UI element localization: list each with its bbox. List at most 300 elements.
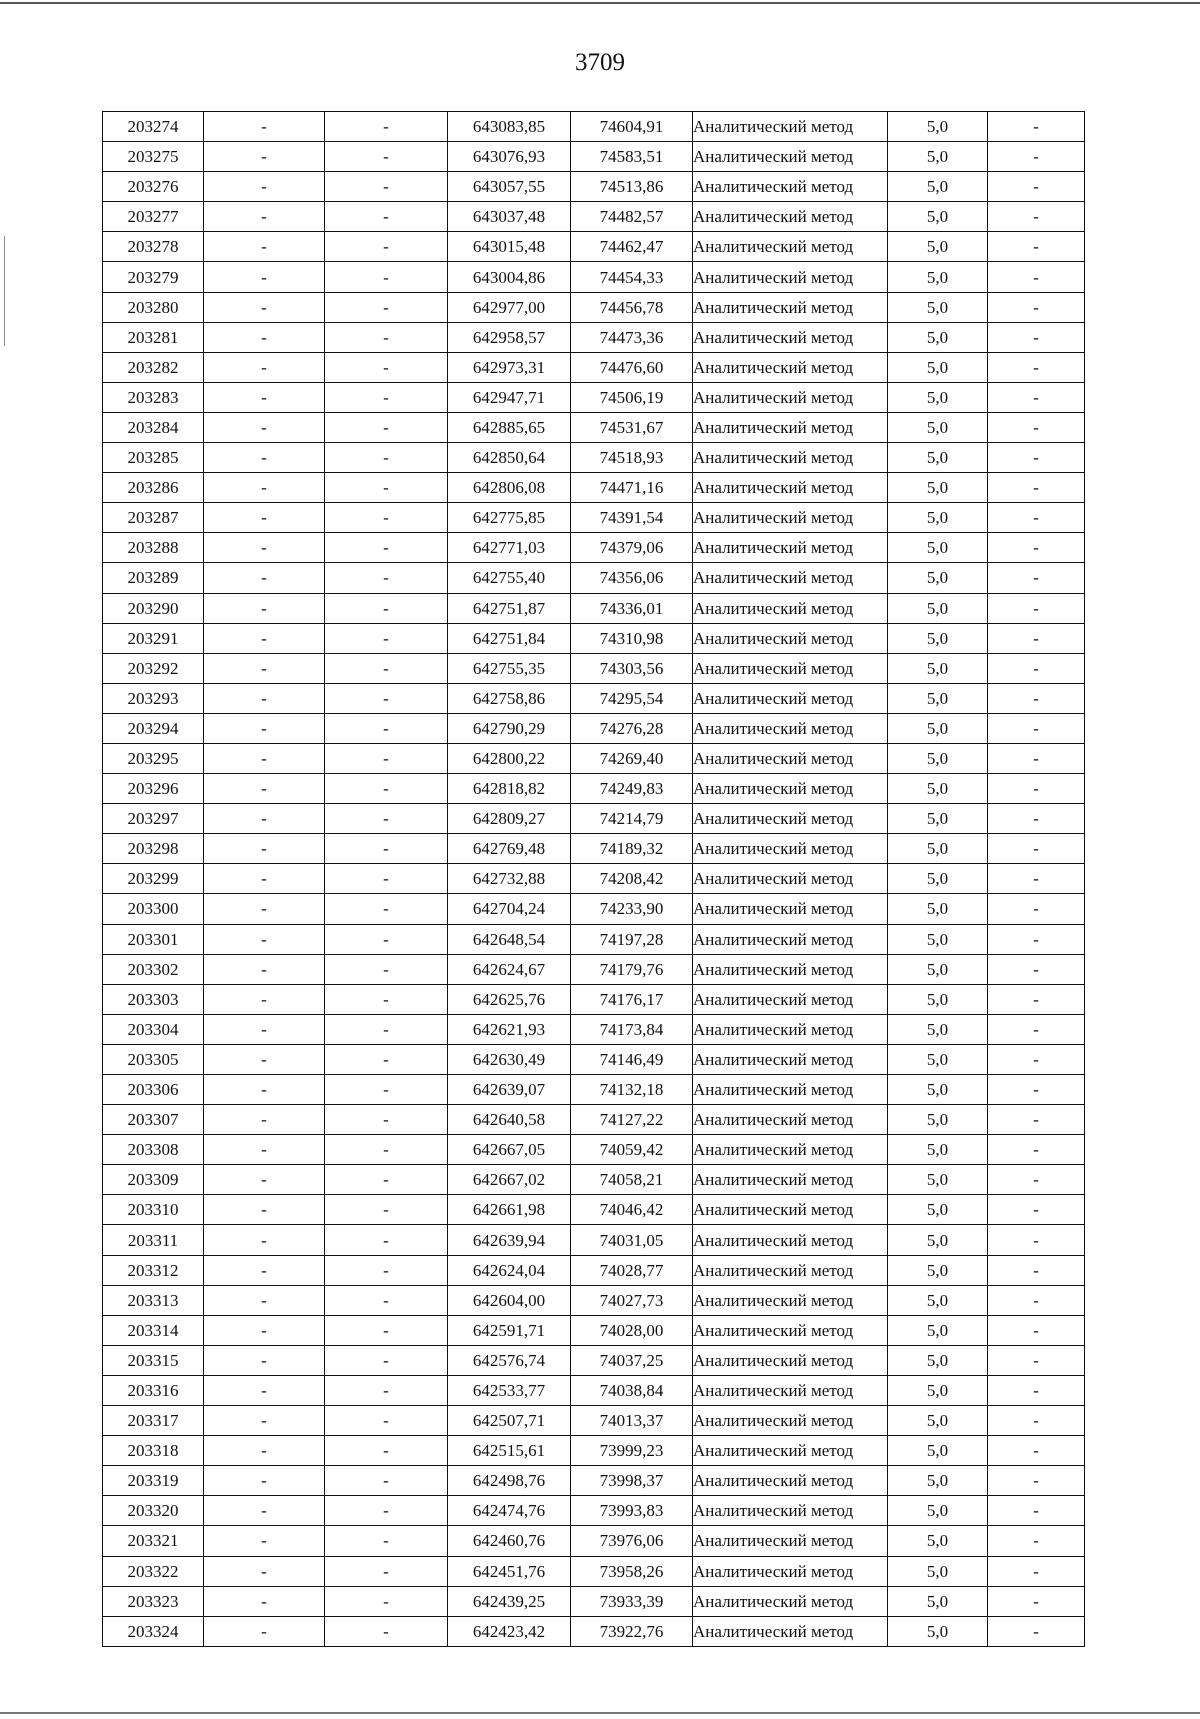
accuracy-cell: 5,0 bbox=[888, 743, 988, 773]
empty-dash-cell: - bbox=[204, 864, 325, 894]
y-coordinate-cell: 74391,54 bbox=[571, 503, 693, 533]
y-coordinate-cell: 74513,86 bbox=[571, 172, 693, 202]
table-row bbox=[103, 1586, 1085, 1616]
description-cell: - bbox=[988, 864, 1085, 894]
accuracy-cell: 5,0 bbox=[888, 623, 988, 653]
method-cell: Аналитический метод bbox=[693, 443, 888, 473]
y-coordinate-cell: 74356,06 bbox=[571, 563, 693, 593]
accuracy-cell: 5,0 bbox=[888, 864, 988, 894]
empty-dash-cell: - bbox=[325, 1586, 448, 1616]
empty-dash-cell: - bbox=[325, 1014, 448, 1044]
x-coordinate-cell: 642625,76 bbox=[448, 984, 571, 1014]
method-cell: Аналитический метод bbox=[693, 292, 888, 322]
y-coordinate-cell: 74132,18 bbox=[571, 1075, 693, 1105]
table-row bbox=[103, 473, 1085, 503]
method-cell: Аналитический метод bbox=[693, 1075, 888, 1105]
empty-dash-cell: - bbox=[325, 292, 448, 322]
accuracy-cell: 5,0 bbox=[888, 262, 988, 292]
table-row bbox=[103, 412, 1085, 442]
accuracy-cell: 5,0 bbox=[888, 1616, 988, 1646]
empty-dash-cell: - bbox=[204, 894, 325, 924]
x-coordinate-cell: 642640,58 bbox=[448, 1105, 571, 1135]
description-cell: - bbox=[988, 142, 1085, 172]
x-coordinate-cell: 643004,86 bbox=[448, 262, 571, 292]
table-row bbox=[103, 1044, 1085, 1074]
y-coordinate-cell: 74013,37 bbox=[571, 1406, 693, 1436]
empty-dash-cell: - bbox=[325, 1375, 448, 1405]
empty-dash-cell: - bbox=[204, 1075, 325, 1105]
empty-dash-cell: - bbox=[325, 112, 448, 142]
table-row bbox=[103, 954, 1085, 984]
accuracy-cell: 5,0 bbox=[888, 382, 988, 412]
accuracy-cell: 5,0 bbox=[888, 804, 988, 834]
empty-dash-cell: - bbox=[204, 533, 325, 563]
empty-dash-cell: - bbox=[325, 774, 448, 804]
accuracy-cell: 5,0 bbox=[888, 412, 988, 442]
y-coordinate-cell: 73933,39 bbox=[571, 1586, 693, 1616]
empty-dash-cell: - bbox=[325, 322, 448, 352]
empty-dash-cell: - bbox=[204, 774, 325, 804]
y-coordinate-cell: 74197,28 bbox=[571, 924, 693, 954]
table-row bbox=[103, 593, 1085, 623]
accuracy-cell: 5,0 bbox=[888, 1165, 988, 1195]
y-coordinate-cell: 74176,17 bbox=[571, 984, 693, 1014]
x-coordinate-cell: 642460,76 bbox=[448, 1526, 571, 1556]
description-cell: - bbox=[988, 1014, 1085, 1044]
point-number-cell: 203276 bbox=[103, 172, 204, 202]
table-row bbox=[103, 292, 1085, 322]
table-row bbox=[103, 1556, 1085, 1586]
point-number-cell: 203323 bbox=[103, 1586, 204, 1616]
point-number-cell: 203317 bbox=[103, 1406, 204, 1436]
point-number-cell: 203300 bbox=[103, 894, 204, 924]
empty-dash-cell: - bbox=[325, 1285, 448, 1315]
accuracy-cell: 5,0 bbox=[888, 533, 988, 563]
description-cell: - bbox=[988, 473, 1085, 503]
accuracy-cell: 5,0 bbox=[888, 1075, 988, 1105]
empty-dash-cell: - bbox=[325, 894, 448, 924]
y-coordinate-cell: 74059,42 bbox=[571, 1135, 693, 1165]
method-cell: Аналитический метод bbox=[693, 1466, 888, 1496]
description-cell: - bbox=[988, 954, 1085, 984]
empty-dash-cell: - bbox=[204, 292, 325, 322]
empty-dash-cell: - bbox=[325, 1466, 448, 1496]
table-row bbox=[103, 894, 1085, 924]
method-cell: Аналитический метод bbox=[693, 1616, 888, 1646]
empty-dash-cell: - bbox=[204, 1195, 325, 1225]
accuracy-cell: 5,0 bbox=[888, 1044, 988, 1074]
empty-dash-cell: - bbox=[204, 1255, 325, 1285]
method-cell: Аналитический метод bbox=[693, 322, 888, 352]
accuracy-cell: 5,0 bbox=[888, 142, 988, 172]
point-number-cell: 203306 bbox=[103, 1075, 204, 1105]
description-cell: - bbox=[988, 1436, 1085, 1466]
empty-dash-cell: - bbox=[325, 1225, 448, 1255]
empty-dash-cell: - bbox=[325, 1195, 448, 1225]
empty-dash-cell: - bbox=[325, 473, 448, 503]
point-number-cell: 203321 bbox=[103, 1526, 204, 1556]
table-row bbox=[103, 503, 1085, 533]
empty-dash-cell: - bbox=[204, 1496, 325, 1526]
table-row bbox=[103, 713, 1085, 743]
y-coordinate-cell: 73998,37 bbox=[571, 1466, 693, 1496]
scan-bottom-edge-line bbox=[0, 1712, 1200, 1714]
y-coordinate-cell: 74269,40 bbox=[571, 743, 693, 773]
description-cell: - bbox=[988, 984, 1085, 1014]
accuracy-cell: 5,0 bbox=[888, 1375, 988, 1405]
empty-dash-cell: - bbox=[204, 743, 325, 773]
y-coordinate-cell: 74058,21 bbox=[571, 1165, 693, 1195]
description-cell: - bbox=[988, 232, 1085, 262]
y-coordinate-cell: 74028,77 bbox=[571, 1255, 693, 1285]
method-cell: Аналитический метод bbox=[693, 864, 888, 894]
x-coordinate-cell: 642809,27 bbox=[448, 804, 571, 834]
x-coordinate-cell: 642439,25 bbox=[448, 1586, 571, 1616]
description-cell: - bbox=[988, 713, 1085, 743]
method-cell: Аналитический метод bbox=[693, 834, 888, 864]
description-cell: - bbox=[988, 743, 1085, 773]
empty-dash-cell: - bbox=[204, 1436, 325, 1466]
method-cell: Аналитический метод bbox=[693, 984, 888, 1014]
y-coordinate-cell: 74179,76 bbox=[571, 954, 693, 984]
y-coordinate-cell: 74482,57 bbox=[571, 202, 693, 232]
point-number-cell: 203290 bbox=[103, 593, 204, 623]
y-coordinate-cell: 74303,56 bbox=[571, 653, 693, 683]
point-number-cell: 203324 bbox=[103, 1616, 204, 1646]
method-cell: Аналитический метод bbox=[693, 623, 888, 653]
point-number-cell: 203285 bbox=[103, 443, 204, 473]
x-coordinate-cell: 642648,54 bbox=[448, 924, 571, 954]
y-coordinate-cell: 74028,00 bbox=[571, 1315, 693, 1345]
table-row bbox=[103, 804, 1085, 834]
description-cell: - bbox=[988, 172, 1085, 202]
description-cell: - bbox=[988, 1105, 1085, 1135]
table-row bbox=[103, 1616, 1085, 1646]
accuracy-cell: 5,0 bbox=[888, 1406, 988, 1436]
method-cell: Аналитический метод bbox=[693, 473, 888, 503]
empty-dash-cell: - bbox=[204, 1345, 325, 1375]
table-row bbox=[103, 1315, 1085, 1345]
accuracy-cell: 5,0 bbox=[888, 503, 988, 533]
description-cell: - bbox=[988, 653, 1085, 683]
accuracy-cell: 5,0 bbox=[888, 653, 988, 683]
method-cell: Аналитический метод bbox=[693, 382, 888, 412]
empty-dash-cell: - bbox=[204, 1285, 325, 1315]
method-cell: Аналитический метод bbox=[693, 262, 888, 292]
accuracy-cell: 5,0 bbox=[888, 563, 988, 593]
coordinates-table-container bbox=[102, 111, 1085, 1647]
point-number-cell: 203311 bbox=[103, 1225, 204, 1255]
description-cell: - bbox=[988, 593, 1085, 623]
method-cell: Аналитический метод bbox=[693, 1014, 888, 1044]
empty-dash-cell: - bbox=[204, 834, 325, 864]
method-cell: Аналитический метод bbox=[693, 563, 888, 593]
table-row bbox=[103, 1436, 1085, 1466]
empty-dash-cell: - bbox=[325, 352, 448, 382]
y-coordinate-cell: 73976,06 bbox=[571, 1526, 693, 1556]
accuracy-cell: 5,0 bbox=[888, 713, 988, 743]
table-row bbox=[103, 352, 1085, 382]
description-cell: - bbox=[988, 503, 1085, 533]
y-coordinate-cell: 74233,90 bbox=[571, 894, 693, 924]
empty-dash-cell: - bbox=[204, 232, 325, 262]
method-cell: Аналитический метод bbox=[693, 232, 888, 262]
accuracy-cell: 5,0 bbox=[888, 1285, 988, 1315]
table-row bbox=[103, 142, 1085, 172]
x-coordinate-cell: 642775,85 bbox=[448, 503, 571, 533]
method-cell: Аналитический метод bbox=[693, 1225, 888, 1255]
table-row bbox=[103, 1075, 1085, 1105]
point-number-cell: 203298 bbox=[103, 834, 204, 864]
point-number-cell: 203294 bbox=[103, 713, 204, 743]
point-number-cell: 203277 bbox=[103, 202, 204, 232]
point-number-cell: 203316 bbox=[103, 1375, 204, 1405]
method-cell: Аналитический метод bbox=[693, 352, 888, 382]
y-coordinate-cell: 74518,93 bbox=[571, 443, 693, 473]
x-coordinate-cell: 642624,04 bbox=[448, 1255, 571, 1285]
method-cell: Аналитический метод bbox=[693, 1375, 888, 1405]
page-number: 3709 bbox=[575, 49, 625, 76]
x-coordinate-cell: 642667,02 bbox=[448, 1165, 571, 1195]
accuracy-cell: 5,0 bbox=[888, 1586, 988, 1616]
x-coordinate-cell: 642474,76 bbox=[448, 1496, 571, 1526]
x-coordinate-cell: 642624,67 bbox=[448, 954, 571, 984]
method-cell: Аналитический метод bbox=[693, 1526, 888, 1556]
empty-dash-cell: - bbox=[325, 713, 448, 743]
y-coordinate-cell: 74454,33 bbox=[571, 262, 693, 292]
table-row bbox=[103, 984, 1085, 1014]
description-cell: - bbox=[988, 412, 1085, 442]
accuracy-cell: 5,0 bbox=[888, 1014, 988, 1044]
point-number-cell: 203315 bbox=[103, 1345, 204, 1375]
method-cell: Аналитический метод bbox=[693, 533, 888, 563]
empty-dash-cell: - bbox=[325, 1165, 448, 1195]
empty-dash-cell: - bbox=[325, 1255, 448, 1285]
x-coordinate-cell: 642515,61 bbox=[448, 1436, 571, 1466]
coordinates-table-body bbox=[103, 112, 1085, 1647]
accuracy-cell: 5,0 bbox=[888, 232, 988, 262]
table-row bbox=[103, 1165, 1085, 1195]
table-row bbox=[103, 1345, 1085, 1375]
accuracy-cell: 5,0 bbox=[888, 683, 988, 713]
empty-dash-cell: - bbox=[325, 593, 448, 623]
empty-dash-cell: - bbox=[204, 142, 325, 172]
empty-dash-cell: - bbox=[204, 262, 325, 292]
x-coordinate-cell: 643015,48 bbox=[448, 232, 571, 262]
empty-dash-cell: - bbox=[325, 443, 448, 473]
empty-dash-cell: - bbox=[325, 412, 448, 442]
empty-dash-cell: - bbox=[204, 1616, 325, 1646]
point-number-cell: 203274 bbox=[103, 112, 204, 142]
y-coordinate-cell: 73922,76 bbox=[571, 1616, 693, 1646]
method-cell: Аналитический метод bbox=[693, 713, 888, 743]
description-cell: - bbox=[988, 1406, 1085, 1436]
accuracy-cell: 5,0 bbox=[888, 954, 988, 984]
empty-dash-cell: - bbox=[204, 1586, 325, 1616]
table-row bbox=[103, 232, 1085, 262]
empty-dash-cell: - bbox=[325, 382, 448, 412]
accuracy-cell: 5,0 bbox=[888, 352, 988, 382]
point-number-cell: 203305 bbox=[103, 1044, 204, 1074]
x-coordinate-cell: 642423,42 bbox=[448, 1616, 571, 1646]
x-coordinate-cell: 642958,57 bbox=[448, 322, 571, 352]
method-cell: Аналитический метод bbox=[693, 1406, 888, 1436]
description-cell: - bbox=[988, 1135, 1085, 1165]
point-number-cell: 203287 bbox=[103, 503, 204, 533]
empty-dash-cell: - bbox=[325, 1556, 448, 1586]
empty-dash-cell: - bbox=[204, 1315, 325, 1345]
method-cell: Аналитический метод bbox=[693, 1556, 888, 1586]
table-row bbox=[103, 382, 1085, 412]
method-cell: Аналитический метод bbox=[693, 924, 888, 954]
accuracy-cell: 5,0 bbox=[888, 984, 988, 1014]
empty-dash-cell: - bbox=[204, 954, 325, 984]
y-coordinate-cell: 74295,54 bbox=[571, 683, 693, 713]
empty-dash-cell: - bbox=[204, 623, 325, 653]
description-cell: - bbox=[988, 1586, 1085, 1616]
method-cell: Аналитический метод bbox=[693, 172, 888, 202]
empty-dash-cell: - bbox=[325, 623, 448, 653]
empty-dash-cell: - bbox=[204, 382, 325, 412]
empty-dash-cell: - bbox=[204, 1406, 325, 1436]
description-cell: - bbox=[988, 1225, 1085, 1255]
table-row bbox=[103, 924, 1085, 954]
y-coordinate-cell: 74604,91 bbox=[571, 112, 693, 142]
y-coordinate-cell: 73993,83 bbox=[571, 1496, 693, 1526]
x-coordinate-cell: 642621,93 bbox=[448, 1014, 571, 1044]
y-coordinate-cell: 74471,16 bbox=[571, 473, 693, 503]
accuracy-cell: 5,0 bbox=[888, 774, 988, 804]
y-coordinate-cell: 74146,49 bbox=[571, 1044, 693, 1074]
y-coordinate-cell: 74276,28 bbox=[571, 713, 693, 743]
y-coordinate-cell: 74583,51 bbox=[571, 142, 693, 172]
point-number-cell: 203303 bbox=[103, 984, 204, 1014]
y-coordinate-cell: 74027,73 bbox=[571, 1285, 693, 1315]
description-cell: - bbox=[988, 1285, 1085, 1315]
empty-dash-cell: - bbox=[204, 1165, 325, 1195]
method-cell: Аналитический метод bbox=[693, 1285, 888, 1315]
point-number-cell: 203295 bbox=[103, 743, 204, 773]
empty-dash-cell: - bbox=[325, 533, 448, 563]
table-row bbox=[103, 1375, 1085, 1405]
table-row bbox=[103, 1466, 1085, 1496]
coordinates-table bbox=[102, 111, 1085, 1647]
point-number-cell: 203299 bbox=[103, 864, 204, 894]
empty-dash-cell: - bbox=[204, 322, 325, 352]
point-number-cell: 203291 bbox=[103, 623, 204, 653]
description-cell: - bbox=[988, 1075, 1085, 1105]
accuracy-cell: 5,0 bbox=[888, 1526, 988, 1556]
x-coordinate-cell: 642751,87 bbox=[448, 593, 571, 623]
y-coordinate-cell: 74531,67 bbox=[571, 412, 693, 442]
table-row bbox=[103, 1225, 1085, 1255]
y-coordinate-cell: 74462,47 bbox=[571, 232, 693, 262]
point-number-cell: 203314 bbox=[103, 1315, 204, 1345]
accuracy-cell: 5,0 bbox=[888, 924, 988, 954]
empty-dash-cell: - bbox=[204, 1105, 325, 1135]
accuracy-cell: 5,0 bbox=[888, 473, 988, 503]
point-number-cell: 203310 bbox=[103, 1195, 204, 1225]
empty-dash-cell: - bbox=[325, 503, 448, 533]
empty-dash-cell: - bbox=[204, 112, 325, 142]
table-row bbox=[103, 322, 1085, 352]
description-cell: - bbox=[988, 1466, 1085, 1496]
table-row bbox=[103, 1135, 1085, 1165]
empty-dash-cell: - bbox=[204, 1375, 325, 1405]
empty-dash-cell: - bbox=[325, 1406, 448, 1436]
y-coordinate-cell: 74173,84 bbox=[571, 1014, 693, 1044]
description-cell: - bbox=[988, 1315, 1085, 1345]
x-coordinate-cell: 642947,71 bbox=[448, 382, 571, 412]
x-coordinate-cell: 642591,71 bbox=[448, 1315, 571, 1345]
accuracy-cell: 5,0 bbox=[888, 1345, 988, 1375]
point-number-cell: 203313 bbox=[103, 1285, 204, 1315]
y-coordinate-cell: 74127,22 bbox=[571, 1105, 693, 1135]
point-number-cell: 203304 bbox=[103, 1014, 204, 1044]
description-cell: - bbox=[988, 322, 1085, 352]
point-number-cell: 203283 bbox=[103, 382, 204, 412]
point-number-cell: 203318 bbox=[103, 1436, 204, 1466]
empty-dash-cell: - bbox=[325, 864, 448, 894]
empty-dash-cell: - bbox=[204, 473, 325, 503]
method-cell: Аналитический метод bbox=[693, 412, 888, 442]
x-coordinate-cell: 642771,03 bbox=[448, 533, 571, 563]
point-number-cell: 203284 bbox=[103, 412, 204, 442]
accuracy-cell: 5,0 bbox=[888, 1195, 988, 1225]
method-cell: Аналитический метод bbox=[693, 503, 888, 533]
point-number-cell: 203308 bbox=[103, 1135, 204, 1165]
accuracy-cell: 5,0 bbox=[888, 1466, 988, 1496]
accuracy-cell: 5,0 bbox=[888, 1436, 988, 1466]
scan-left-edge-mark bbox=[4, 236, 5, 346]
x-coordinate-cell: 643076,93 bbox=[448, 142, 571, 172]
point-number-cell: 203278 bbox=[103, 232, 204, 262]
empty-dash-cell: - bbox=[204, 683, 325, 713]
table-row bbox=[103, 202, 1085, 232]
empty-dash-cell: - bbox=[325, 1616, 448, 1646]
description-cell: - bbox=[988, 563, 1085, 593]
point-number-cell: 203289 bbox=[103, 563, 204, 593]
description-cell: - bbox=[988, 834, 1085, 864]
table-row bbox=[103, 1496, 1085, 1526]
empty-dash-cell: - bbox=[325, 834, 448, 864]
table-row bbox=[103, 1526, 1085, 1556]
method-cell: Аналитический метод bbox=[693, 1135, 888, 1165]
table-row bbox=[103, 623, 1085, 653]
y-coordinate-cell: 74038,84 bbox=[571, 1375, 693, 1405]
empty-dash-cell: - bbox=[204, 593, 325, 623]
x-coordinate-cell: 643037,48 bbox=[448, 202, 571, 232]
method-cell: Аналитический метод bbox=[693, 1255, 888, 1285]
empty-dash-cell: - bbox=[204, 804, 325, 834]
point-number-cell: 203292 bbox=[103, 653, 204, 683]
empty-dash-cell: - bbox=[325, 202, 448, 232]
x-coordinate-cell: 643083,85 bbox=[448, 112, 571, 142]
x-coordinate-cell: 642806,08 bbox=[448, 473, 571, 503]
description-cell: - bbox=[988, 623, 1085, 653]
x-coordinate-cell: 642451,76 bbox=[448, 1556, 571, 1586]
y-coordinate-cell: 74379,06 bbox=[571, 533, 693, 563]
empty-dash-cell: - bbox=[204, 984, 325, 1014]
table-row bbox=[103, 1105, 1085, 1135]
method-cell: Аналитический метод bbox=[693, 142, 888, 172]
method-cell: Аналитический метод bbox=[693, 1195, 888, 1225]
empty-dash-cell: - bbox=[204, 1135, 325, 1165]
method-cell: Аналитический метод bbox=[693, 202, 888, 232]
accuracy-cell: 5,0 bbox=[888, 443, 988, 473]
accuracy-cell: 5,0 bbox=[888, 292, 988, 322]
table-row bbox=[103, 683, 1085, 713]
